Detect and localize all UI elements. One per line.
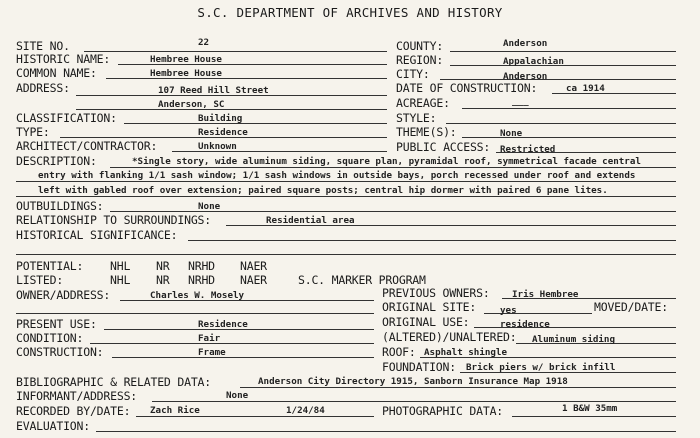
- construction-value: Frame: [198, 347, 226, 358]
- present-use-label: PRESENT USE:: [16, 317, 97, 331]
- common-name-label: COMMON NAME:: [16, 66, 97, 80]
- city-value: Anderson: [503, 71, 548, 82]
- county-label: COUNTY:: [396, 39, 444, 53]
- recorded-by-value: Zach Rice: [150, 405, 200, 416]
- potential-nrhd: NRHD: [188, 259, 215, 273]
- roof-label: ROOF:: [382, 345, 416, 359]
- informant-label: INFORMANT/ADDRESS:: [16, 389, 138, 403]
- unaltered-text: UNALTERED:: [449, 330, 517, 344]
- city-label: CITY:: [396, 67, 430, 81]
- address-label: ADDRESS:: [16, 81, 70, 95]
- present-use-value: Residence: [198, 319, 248, 330]
- classification-label: CLASSIFICATION:: [16, 111, 117, 125]
- outbuildings-label: OUTBUILDINGS:: [16, 199, 104, 213]
- common-name-value: Hembree House: [150, 68, 222, 79]
- description-line-3: [16, 196, 676, 197]
- site-no-label: SITE NO.: [16, 39, 70, 53]
- recorded-date-value: 1/24/84: [286, 405, 325, 416]
- bibliographic-label: BIBLIOGRAPHIC & RELATED DATA:: [16, 375, 211, 389]
- construction-line: [112, 357, 374, 358]
- potential-nr: NR: [156, 259, 170, 273]
- bibliographic-value: Anderson City Directory 1915, Sanborn Insurance Map 1918: [258, 376, 568, 387]
- outbuildings-line: [110, 211, 676, 212]
- previous-owners-label: PREVIOUS OWNERS:: [382, 286, 490, 300]
- original-use-value: residence: [500, 319, 550, 330]
- informant-line: [152, 401, 676, 402]
- architect-label: ARCHITECT/CONTRACTOR:: [16, 139, 158, 153]
- page-title: S.C. DEPARTMENT OF ARCHIVES AND HISTORY: [197, 5, 503, 20]
- listed-nrhd: NRHD: [188, 273, 215, 287]
- description-line-1: [110, 167, 676, 168]
- public-access-value: Restricted: [500, 144, 556, 155]
- relationship-value: Residential area: [266, 215, 355, 226]
- description-value-2: entry with flanking 1/1 sash window; 1/1 sash windows in outside bays, porch recessed under roof and extends: [38, 170, 636, 181]
- foundation-label: FOUNDATION:: [382, 360, 456, 374]
- altered-label: (ALTERED)/UNALTERED:: [382, 330, 517, 344]
- relationship-label: RELATIONSHIP TO SURROUNDINGS:: [16, 213, 211, 227]
- common-name-line: [106, 78, 387, 79]
- significance-label: HISTORICAL SIGNIFICANCE:: [16, 228, 178, 242]
- date-construction-value: ca 1914: [566, 83, 605, 94]
- address-line-2: [76, 109, 387, 110]
- historic-name-label: HISTORIC NAME:: [16, 52, 111, 66]
- photographic-line: [512, 416, 676, 417]
- potential-label: POTENTIAL:: [16, 259, 84, 273]
- themes-line: [462, 137, 676, 138]
- region-label: REGION:: [396, 53, 444, 67]
- moved-date-label: MOVED/DATE:: [594, 300, 668, 314]
- address-value-1: 107 Reed Hill Street: [158, 85, 269, 96]
- owner-value: Charles W. Mosely: [150, 290, 245, 301]
- address-value-2: Anderson, SC: [158, 99, 225, 110]
- construction-label: CONSTRUCTION:: [16, 345, 104, 359]
- altered-value: Aluminum siding: [532, 334, 615, 345]
- informant-value: None: [226, 390, 249, 401]
- region-value: Appalachian: [503, 56, 564, 67]
- acreage-line: [462, 108, 676, 109]
- description-value-3: left with gabled roof over extension; paired square posts; central hip dormer with paired 6 pane lites.: [38, 185, 608, 196]
- description-value-1: *Single story, wide aluminum siding, square plan, pyramidal roof, symmetrical facade central: [132, 156, 641, 167]
- listed-sc-marker: S.C. MARKER PROGRAM: [298, 273, 426, 287]
- listed-naer: NAER: [240, 273, 267, 287]
- themes-label: THEME(S):: [396, 125, 457, 139]
- acreage-value: ___: [512, 96, 529, 107]
- altered-text: ALTERED: [388, 330, 436, 344]
- listed-nhl: NHL: [110, 273, 131, 287]
- condition-label: CONDITION:: [16, 331, 84, 345]
- listed-label: LISTED:: [16, 273, 64, 287]
- evaluation-label: EVALUATION:: [16, 419, 90, 433]
- type-label: TYPE:: [16, 125, 50, 139]
- roof-value: Asphalt shingle: [424, 347, 507, 358]
- public-access-label: PUBLIC ACCESS:: [396, 140, 491, 154]
- condition-line: [90, 343, 374, 344]
- recorded-by-label: RECORDED BY/DATE:: [16, 404, 131, 418]
- county-line: [450, 51, 676, 52]
- classification-value: Building: [198, 113, 243, 124]
- bibliographic-line: [240, 387, 676, 388]
- themes-value: None: [500, 128, 523, 139]
- original-site-value: yes: [500, 305, 517, 316]
- date-construction-label: DATE OF CONSTRUCTION:: [396, 81, 538, 95]
- recorded-by-line: [136, 416, 374, 417]
- photographic-label: PHOTOGRAPHIC DATA:: [382, 404, 504, 418]
- architect-value: Unknown: [198, 141, 237, 152]
- significance-line-1: [188, 240, 676, 241]
- outbuildings-value: None: [198, 201, 221, 212]
- potential-nhl: NHL: [110, 259, 131, 273]
- evaluation-line: [96, 431, 676, 432]
- description-line-2: [16, 181, 676, 182]
- original-site-label: ORIGINAL SITE:: [382, 300, 477, 314]
- significance-line-2: [16, 254, 676, 255]
- style-line: [446, 123, 676, 124]
- original-use-label: ORIGINAL USE:: [382, 315, 470, 329]
- classification-line: [124, 123, 387, 124]
- description-label: DESCRIPTION:: [16, 154, 97, 168]
- photographic-value: 1 B&W 35mm: [562, 403, 618, 414]
- condition-value: Fair: [198, 333, 221, 344]
- site-no-line: [84, 51, 387, 52]
- type-value: Residence: [198, 127, 248, 138]
- county-value: Anderson: [503, 38, 548, 49]
- foundation-value: Brick piers w/ brick infill: [466, 362, 616, 373]
- listed-nr: NR: [156, 273, 170, 287]
- potential-naer: NAER: [240, 259, 267, 273]
- site-no-value: 22: [198, 37, 210, 48]
- city-line: [440, 79, 676, 80]
- previous-owners-value: Iris Hembree: [512, 289, 579, 300]
- owner-address-line-2: [16, 313, 374, 314]
- acreage-label: ACREAGE:: [396, 96, 450, 110]
- historic-name-value: Hembree House: [150, 54, 222, 65]
- owner-address-label: OWNER/ADDRESS:: [16, 288, 111, 302]
- style-label: STYLE:: [396, 111, 437, 125]
